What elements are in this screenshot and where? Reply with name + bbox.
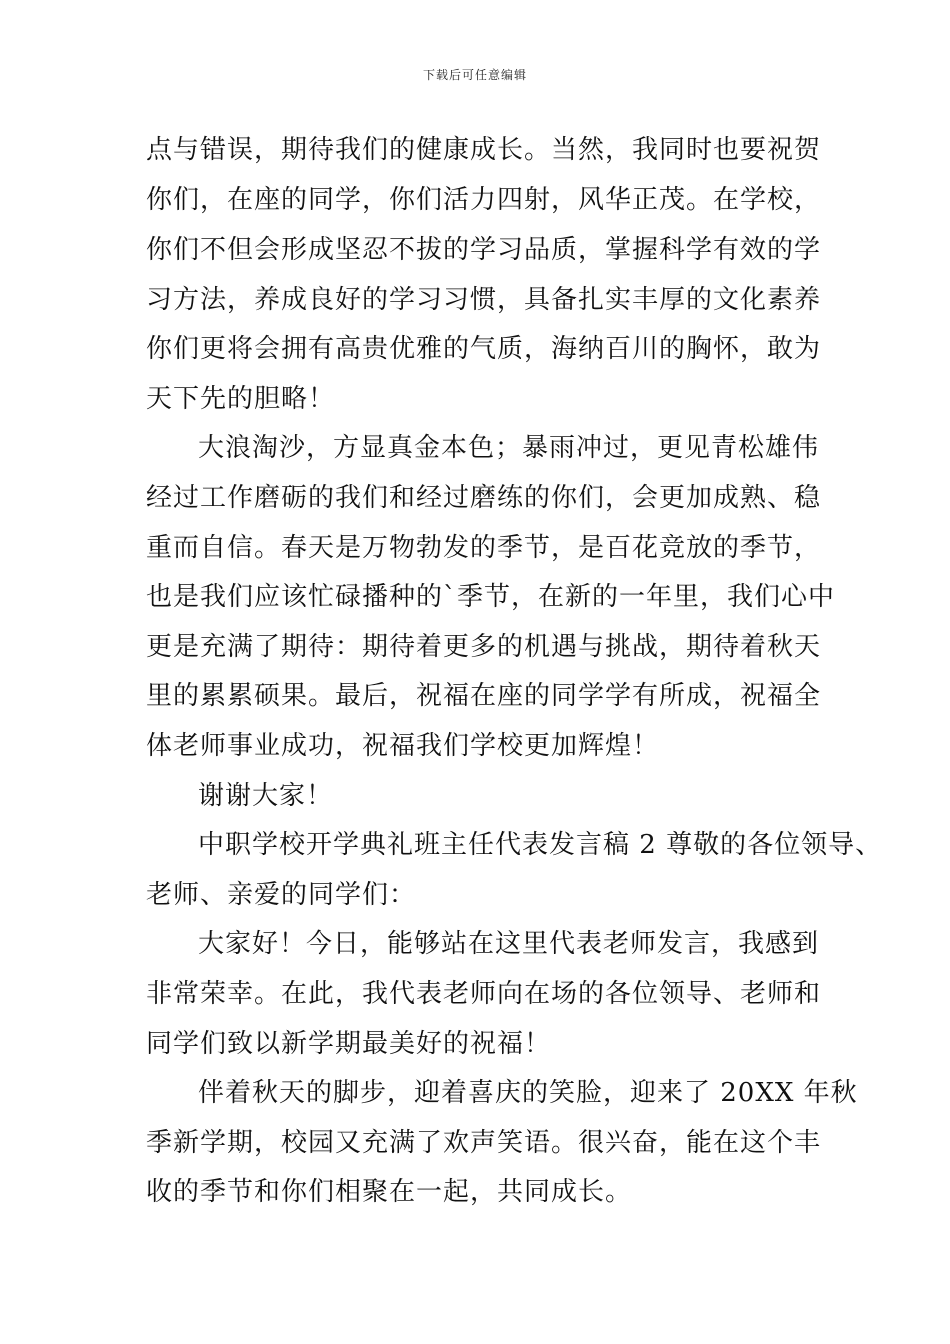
text-line: 天下先的胆略！ [146,384,336,414]
text-line: 习方法，养成良好的学习习惯，具备扎实丰厚的文化素养 [146,285,822,315]
text-line: 中职学校开学典礼班主任代表发言稿 2 尊敬的各位领导、 [198,830,883,860]
text-line: 你们，在座的同学，你们活力四射，风华正茂。在学校， [146,185,822,215]
text-line: 点与错误，期待我们的健康成长。当然，我同时也要祝贺 [146,135,822,165]
text-line: 更是充满了期待：期待着更多的机遇与挑战，期待着秋天 [146,632,822,662]
text-line: 你们不但会形成坚忍不拔的学习品质，掌握科学有效的学 [146,235,822,265]
text-line: 重而自信。春天是万物勃发的季节，是百花竞放的季节， [146,533,822,563]
text-line: 大家好！今日，能够站在这里代表老师发言，我感到 [198,929,820,959]
text-line: 同学们致以新学期最美好的祝福！ [146,1029,552,1059]
text-line: 经过工作磨砺的我们和经过磨练的你们，会更加成熟、稳 [146,483,822,513]
text-line: 老师、亲爱的同学们： [146,880,417,910]
text-line: 收的季节和你们相聚在一起，共同成长。 [146,1177,633,1207]
text-line: 也是我们应该忙碌播种的`季节，在新的一年里，我们心中 [146,582,836,612]
text-line: 里的累累硕果。最后，祝福在座的同学学有所成，祝福全 [146,681,822,711]
text-line: 谢谢大家！ [198,781,334,811]
header-note: 下载后可任意编辑 [422,68,527,82]
text-line: 大浪淘沙，方显真金本色；暴雨冲过，更见青松雄伟 [198,433,820,463]
text-line: 伴着秋天的脚步，迎着喜庆的笑脸，迎来了 20XX 年秋 [198,1078,858,1108]
text-line: 非常荣幸。在此，我代表老师向在场的各位领导、老师和 [146,979,822,1009]
text-line: 你们更将会拥有高贵优雅的气质，海纳百川的胸怀，敢为 [146,334,822,364]
text-line: 季新学期，校园又充满了欢声笑语。很兴奋，能在这个丰 [146,1128,822,1158]
text-line: 体老师事业成功，祝福我们学校更加辉煌！ [146,731,660,761]
